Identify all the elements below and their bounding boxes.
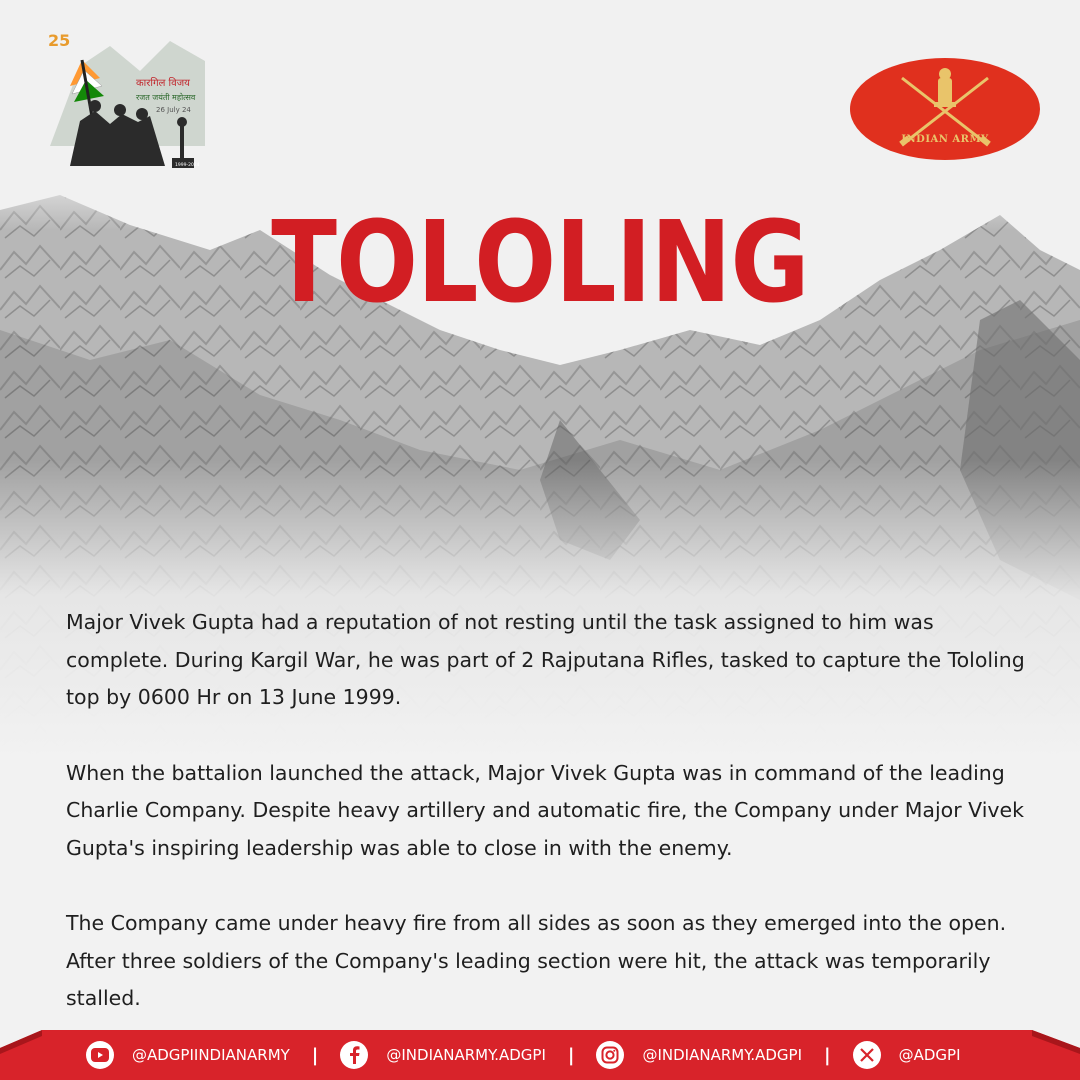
instagram-link[interactable] xyxy=(596,1041,802,1069)
instagram-icon xyxy=(596,1041,624,1069)
paragraph: When the battalion launched the attack, Major Vivek Gupta was in command of the leading Charlie Company. Despite heavy artillery and automatic fire, the Company under Major Vivek Gupta's inspiring leadership was able to close in with the enemy. xyxy=(66,760,1025,860)
kargil-vijay-logo xyxy=(40,26,210,174)
separator: | xyxy=(824,1044,831,1066)
army-label: INDIAN ARMY xyxy=(901,134,989,145)
separator: | xyxy=(311,1044,319,1066)
facebook-handle: @INDIANARMY.ADGPI xyxy=(386,1046,546,1064)
youtube-icon xyxy=(86,1041,114,1069)
x-link[interactable] xyxy=(853,1041,961,1069)
x-icon xyxy=(853,1041,881,1069)
svg-text:1999-2024: 1999-2024 xyxy=(175,163,200,168)
social-links xyxy=(86,1030,961,1080)
svg-text:25: 25 xyxy=(48,31,71,50)
facebook-icon xyxy=(340,1041,368,1069)
story-text xyxy=(66,604,1026,1056)
youtube-link[interactable] xyxy=(86,1041,290,1069)
instagram-handle: @INDIANARMY.ADGPI xyxy=(642,1046,803,1064)
separator: | xyxy=(567,1044,575,1066)
indian-army-emblem xyxy=(848,56,1042,162)
page-title: TOLOLING xyxy=(271,198,809,328)
svg-text:कारगिल विजय: कारगिल विजय xyxy=(136,78,190,89)
paragraph: The Company came under heavy fire from all sides as soon as they emerged into the open. After three soldiers of the Company's leading section were hit, the attack was temporarily stalled. xyxy=(66,911,1007,1010)
svg-text:26 July 24: 26 July 24 xyxy=(156,106,191,114)
facebook-link[interactable] xyxy=(340,1041,546,1069)
youtube-handle: @ADGPIINDIANARMY xyxy=(132,1046,290,1064)
paragraph: Major Vivek Gupta had a reputation of not resting until the task assigned to him was complete. During Kargil War, he was part of 2 Rajputana Rifles, tasked to capture the Tololing top by 0600 Hr on 13 June 1999. xyxy=(66,610,1025,709)
svg-text:रजत जयंती महोत्सव: रजत जयंती महोत्सव xyxy=(136,93,196,102)
x-handle: @ADGPI xyxy=(898,1046,961,1064)
